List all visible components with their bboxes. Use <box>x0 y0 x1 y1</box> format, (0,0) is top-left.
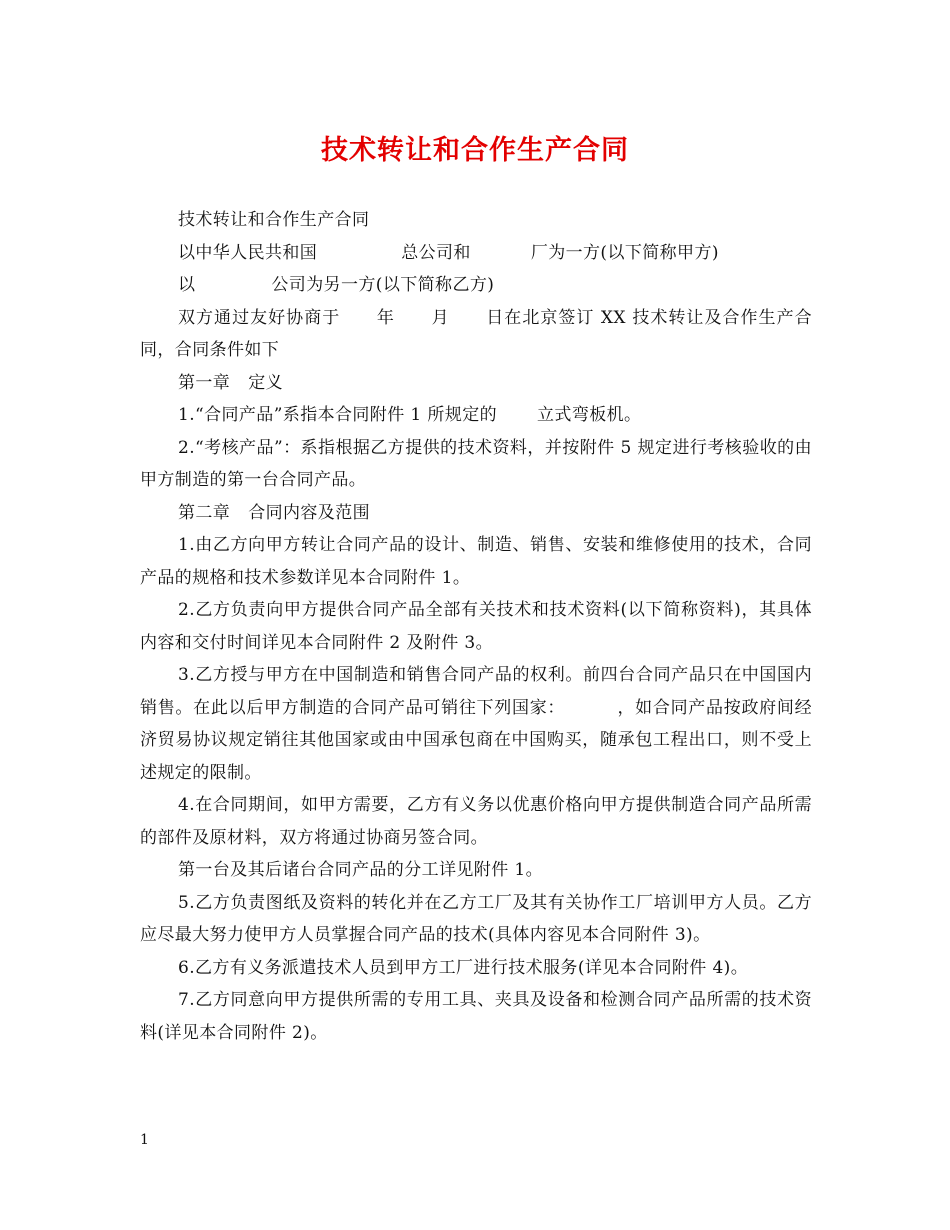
paragraph-clause: 6.乙方有义务派遣技术人员到甲方工厂进行技术服务(详见本合同附件 4)。 <box>178 957 749 978</box>
paragraph-signing <box>140 302 812 367</box>
document-title: 技术转让和合作生产合同 <box>321 135 629 166</box>
text-fragment: 日在北京签订 XX 技术转让及合作生产合同，合同条件如下 <box>140 307 812 360</box>
paragraph-party-a <box>140 237 812 270</box>
text-fragment: 总公司和 <box>401 242 471 263</box>
text-fragment: 公司为另一方(以下简称乙方) <box>271 275 495 295</box>
text-fragment: 立式弯板机。 <box>537 405 642 425</box>
text-fragment: 厂为一方(以下简称甲方) <box>530 242 719 263</box>
text-fragment: 以中华人民共和国 <box>178 242 318 263</box>
text-fragment: 1.“合同产品”系指本合同附件 1 所规定的 <box>178 405 498 425</box>
paragraph-clause <box>140 659 812 789</box>
text-fragment: 以 <box>178 275 196 295</box>
text-fragment: 双方通过友好协商于 <box>178 307 341 328</box>
paragraph-clause: 5.乙方负责图纸及资料的转化并在乙方工厂及其有关协作工厂培训甲方人员。乙方应尽最大努力使甲方人员掌握合同产品的技术(具体内容见本合同附件 3)。 <box>140 892 812 945</box>
text-fragment: 年 <box>376 307 395 328</box>
text-fragment: 3.乙方授与甲方在中国制造和销售合同产品的权利。前四台合同产品只在中国国内销售。在此以后甲方制造的合同产品可销往下列国家： <box>140 665 812 718</box>
paragraph-heading: 技术转让和合作生产合同 <box>178 210 370 230</box>
paragraph-clause: 2.“考核产品”：系指根据乙方提供的技术资料，并按附件 5 规定进行考核验收的由甲方制造的第一台合同产品。 <box>140 437 812 490</box>
paragraph-clause: 2.乙方负责向甲方提供合同产品全部有关技术和技术资料(以下简称资料)，其具体内容和交付时间详见本合同附件 2 及附件 3。 <box>140 600 812 653</box>
text-fragment: 第一章 <box>178 372 231 393</box>
paragraph-clause: 4.在合同期间，如甲方需要，乙方有义务以优惠价格向甲方提供制造合同产品所需的部件及原材料，双方将通过协商另签合同。 <box>140 795 812 848</box>
paragraph-party-b <box>140 269 812 302</box>
chapter-2-heading <box>140 497 812 530</box>
paragraph-clause: 第一台及其后诸台合同产品的分工详见附件 1。 <box>178 860 544 880</box>
document-body <box>140 204 812 1049</box>
text-fragment: 第二章 <box>178 502 231 523</box>
paragraph-clause: 7.乙方同意向甲方提供所需的专用工具、夹具及设备和检测合同产品所需的技术资料(详见本合同附件 2)。 <box>140 990 812 1043</box>
chapter-1-heading <box>140 367 812 400</box>
text-fragment: 定义 <box>248 372 284 393</box>
page-number: 1 <box>140 1132 149 1148</box>
paragraph-clause: 1.由乙方向甲方转让合同产品的设计、制造、销售、安装和维修使用的技术，合同产品的规格和技术参数详见本合同附件 1。 <box>140 535 812 588</box>
text-fragment: 合同内容及范围 <box>248 502 371 523</box>
text-fragment: ，如合同产品按政府间经济贸易协议规定销往其他国家或由中国承包商在中国购买，随承包工程出口，则不受上述规定的限制。 <box>140 697 812 783</box>
paragraph-clause <box>140 399 812 432</box>
text-fragment: 月 <box>430 307 450 328</box>
